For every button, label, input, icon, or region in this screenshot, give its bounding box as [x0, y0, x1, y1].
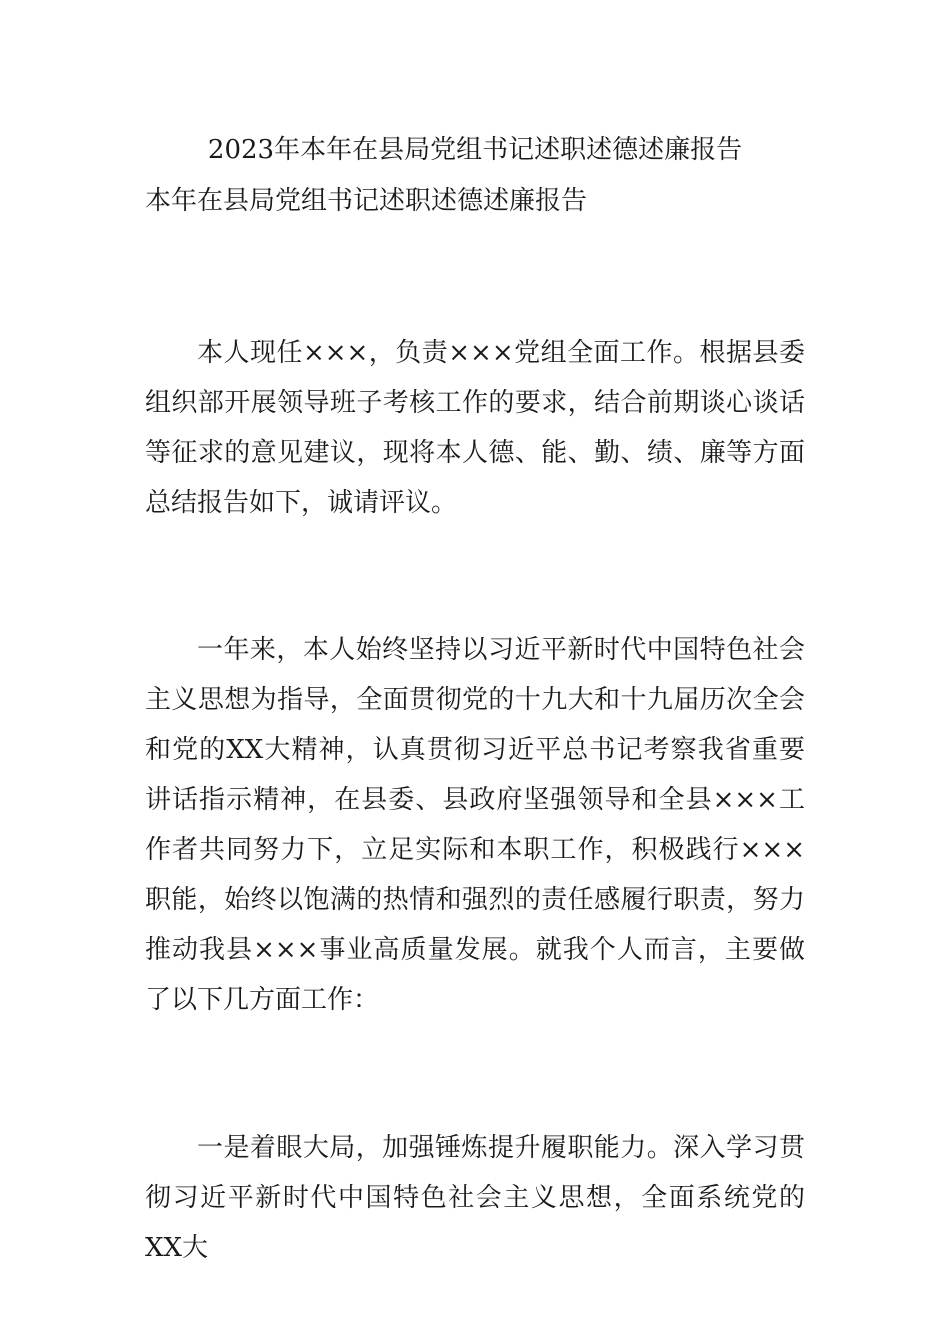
document-subtitle: 本年在县局党组书记述职述德述廉报告 — [145, 186, 588, 216]
paragraph-intro: 本人现任×××，负责×××党组全面工作。根据县委组织部开展领导班子考核工作的要求，结合前期谈心谈话等征求的意见建议，现将本人德、能、勤、绩、廉等方面总结报告如下，诚请评议。 — [145, 338, 805, 518]
document-title: 2023年本年在县局党组书记述职述德述廉报告 — [207, 135, 743, 165]
paragraph-point-one: 一是着眼大局，加强锤炼提升履职能力。深入学习贯彻习近平新时代中国特色社会主义思想，全面系统党的XX大 — [145, 1133, 805, 1263]
paragraph-overview: 一年来，本人始终坚持以习近平新时代中国特色社会主义思想为指导，全面贯彻党的十九大和十九届历次全会和党的XX大精神，认真贯彻习近平总书记考察我省重要讲话指示精神，在县委、县政府坚强领导和全县×××工作者共同努力下，立足实际和本职工作，积极践行×××职能，始终以饱满的热情和强烈的责任感履行职责，努力推动我县×××事业高质量发展。就我个人而言，主要做了以下几方面工作： — [145, 635, 805, 1015]
